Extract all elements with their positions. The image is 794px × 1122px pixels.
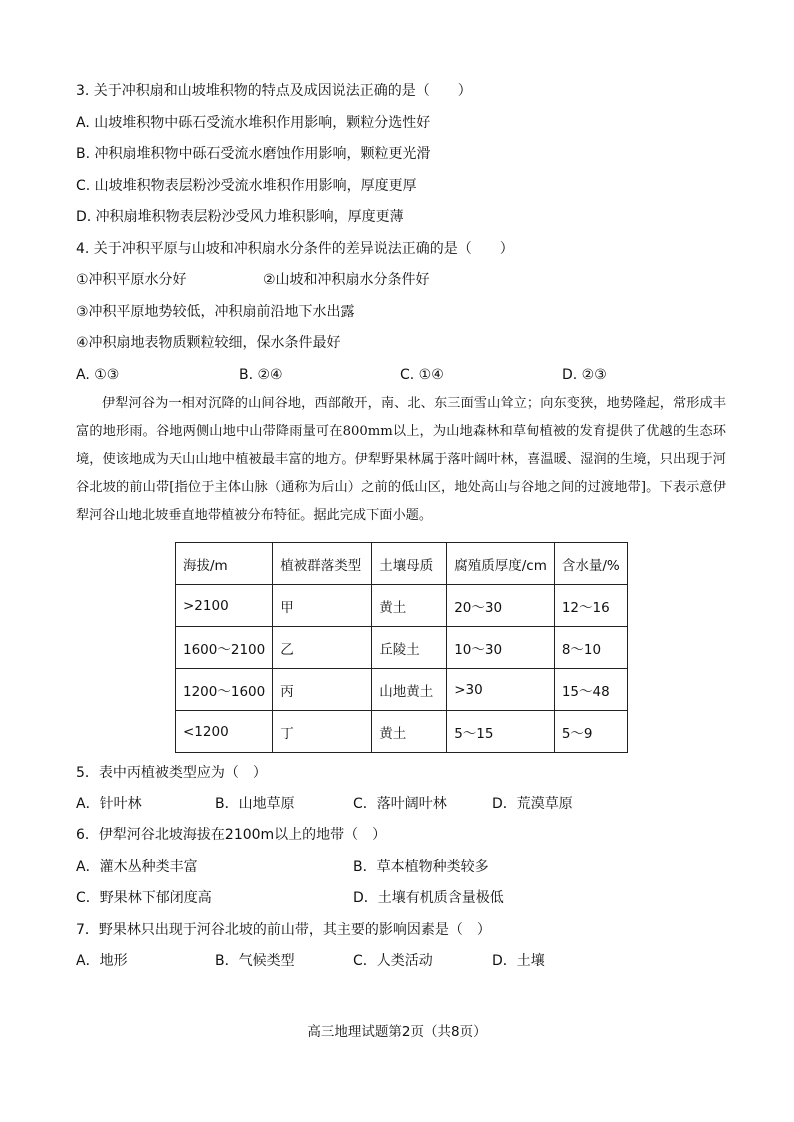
table-row: [176, 585, 628, 627]
table-row: [176, 711, 628, 753]
table-cell: 丁: [273, 711, 372, 753]
header-water-content: 含水量/%: [554, 543, 627, 585]
question-7-option-d: D．土壤: [492, 953, 545, 969]
question-4-option-c: C. ①④: [400, 367, 444, 383]
question-3-option-a: A. 山坡堆积物中砾石受流水堆积作用影响，颗粒分选性好: [76, 115, 431, 131]
passage-text: 伊犁河谷为一相对沉降的山间谷地，西部敞开，南、北、东三面雪山耸立；向东变狭，地势隆起，常形成丰富的地形雨。谷地两侧山地中山带降雨量可在800mm以上，为山地森林和草甸植被的发育提供了优越的生态环境，使该地成为天山山地中植被最丰富的地方。伊犁野果林属于落叶阔叶林，喜温暖、湿润的生境，只出现于河谷北坡的前山带[指位于主体山脉（通称为后山）之前的低山区，地处高山与谷地之间的过渡地带]。下表示意伊犁河谷山地北坡垂直地带植被分布特征。据此完成下面小题。: [76, 396, 726, 523]
table-cell: 甲: [273, 585, 372, 627]
question-7-option-b: B．气候类型: [215, 953, 295, 969]
header-altitude: 海拔/m: [176, 543, 273, 585]
header-soil-parent: 土壤母质: [372, 543, 447, 585]
question-5-options: [76, 794, 726, 814]
question-6-options-row2: [76, 888, 726, 908]
question-4-option-b: B. ②④: [239, 367, 283, 383]
question-6-option-b: B．草本植物种类较多: [353, 859, 489, 875]
question-5-option-b: B．山地草原: [215, 796, 295, 812]
table-cell: 黄土: [372, 711, 447, 753]
table-cell: 1200～1600: [176, 669, 273, 711]
table-header-row: [176, 543, 628, 585]
question-6-option-c: C．野果林下郁闭度高: [76, 890, 212, 906]
question-4-option-a: A. ①③: [76, 367, 120, 383]
question-7-option-c: C．人类活动: [353, 953, 433, 969]
question-6-options-row1: [76, 857, 726, 877]
table-cell: 1600～2100: [176, 627, 273, 669]
question-5-option-d: D．荒漠草原: [492, 796, 573, 812]
table-cell: 丘陵土: [372, 627, 447, 669]
table-cell: 8～10: [554, 627, 627, 669]
table-cell: 20～30: [447, 585, 555, 627]
table-cell: <1200: [176, 711, 273, 753]
question-6-stem: 6．伊犁河谷北坡海拔在2100m以上的地带（ ）: [76, 827, 387, 843]
question-7-stem: 7．野果林只出现于河谷北坡的前山带，其主要的影响因素是（ ）: [76, 922, 491, 938]
question-5-option-a: A．针叶林: [76, 796, 142, 812]
question-4-options: [76, 365, 726, 385]
question-7-options: [76, 951, 726, 971]
question-6-option-a: A．灌木丛种类丰富: [76, 859, 198, 875]
question-7-option-a: A．地形: [76, 953, 128, 969]
question-5-option-c: C．落叶阔叶林: [353, 796, 447, 812]
question-3-stem: 3. 关于冲积扇和山坡堆积物的特点及成因说法正确的是（ ）: [76, 83, 472, 99]
table-cell: >2100: [176, 585, 273, 627]
header-vegetation-type: 植被群落类型: [273, 543, 372, 585]
question-3-option-c: C. 山坡堆积物表层粉沙受流水堆积作用影响，厚度更厚: [76, 178, 417, 194]
reading-passage: [76, 390, 726, 530]
question-3-option-d: D. 冲积扇堆积物表层粉沙受风力堆积影响，厚度更薄: [76, 209, 404, 225]
question-6-option-d: D．土壤有机质含量极低: [353, 890, 504, 906]
table-cell: 乙: [273, 627, 372, 669]
question-4-statement-3: ③冲积平原地势较低，冲积扇前沿地下水出露: [76, 304, 355, 320]
question-4-statement-1: ①冲积平原水分好: [76, 272, 187, 288]
table-row: [176, 627, 628, 669]
table-cell: 12～16: [554, 585, 627, 627]
table-cell: 15～48: [554, 669, 627, 711]
header-humus-thickness: 腐殖质厚度/cm: [447, 543, 555, 585]
question-4-statement-2: ②山坡和冲积扇水分条件好: [263, 272, 430, 288]
table-cell: 黄土: [372, 585, 447, 627]
table-cell: 10～30: [447, 627, 555, 669]
question-5-stem: 5．表中丙植被类型应为（ ）: [76, 765, 267, 781]
question-4-statement-4: ④冲积扇地表物质颗粒较细，保水条件最好: [76, 335, 341, 351]
question-4-stem: 4. 关于冲积平原与山坡和冲积扇水分条件的差异说法正确的是（ ）: [76, 241, 514, 257]
table-row: [176, 669, 628, 711]
question-4-option-d: D. ②③: [562, 367, 607, 383]
table-cell: 山地黄土: [372, 669, 447, 711]
table-cell: >30: [447, 669, 555, 711]
table-cell: 5～9: [554, 711, 627, 753]
question-3-option-b: B. 冲积扇堆积物中砾石受流水磨蚀作用影响，颗粒更光滑: [76, 146, 431, 162]
table-cell: 丙: [273, 669, 372, 711]
table-cell: 5～15: [447, 711, 555, 753]
page-footer: 高三地理试题第2页（共8页）: [307, 1024, 487, 1040]
vegetation-table: [175, 542, 628, 753]
